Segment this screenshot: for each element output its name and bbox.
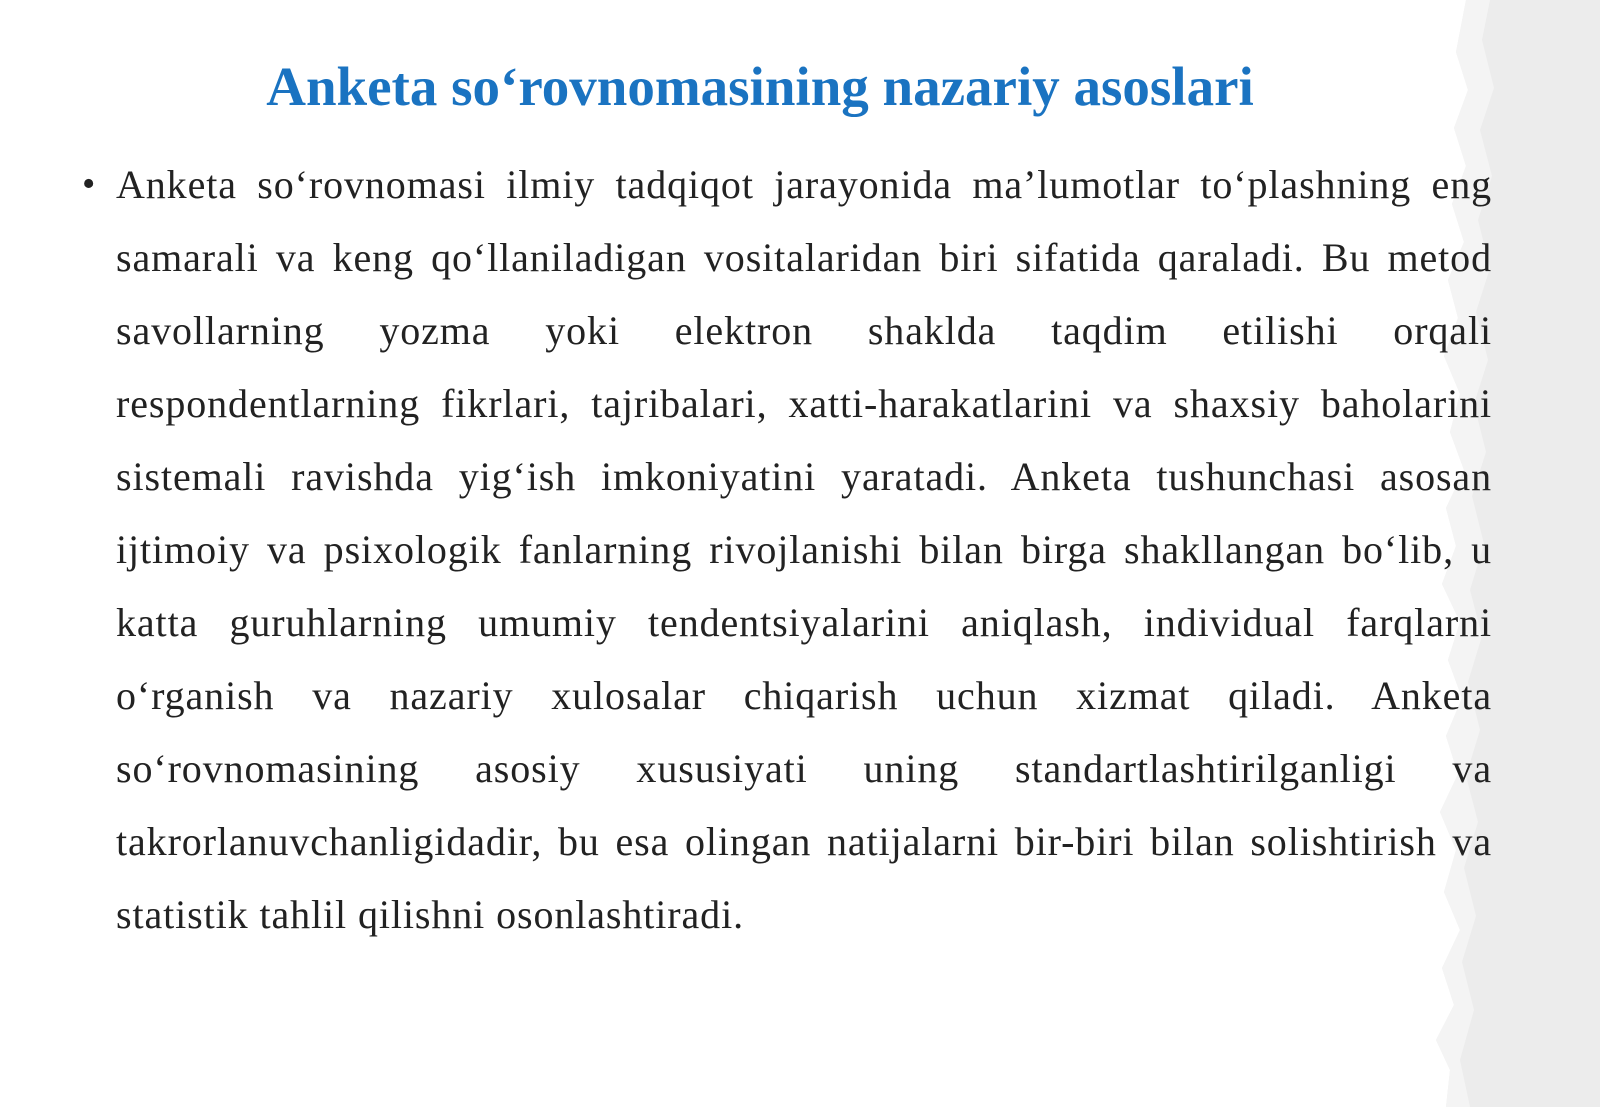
bullet-dot-icon: • [82,163,96,205]
bullet-list [82,148,1492,951]
bullet-text: Anketa so‘rovnomasi ilmiy tadqiqot jarayonida ma’lumotlar to‘plashning eng samarali va keng qo‘llaniladigan vositalaridan biri sifatida qaraladi. Bu metod savollarning yozma yoki elektron shaklda taqdim etilishi orqali respondentlarning fikrlari, tajribalari, xatti-harakatlarini va shaxsiy baholarini sistemali ravishda yig‘ish imkoniyatini yaratadi. Anketa tushunchasi asosan ijtimoiy va psixologik fanlarning rivojlanishi bilan birga shakllangan bo‘lib, u katta guruhlarning umumiy tendentsiyalarini aniqlash, individual farqlarni o‘rganish va nazariy xulosalar chiqarish uchun xizmat qiladi. Anketa so‘rovnomasining asosiy xususiyati uning standartlashtirilganligi va takrorlanuvchanligidadir, bu esa olingan natijalarni bir-biri bilan solishtirish va statistik tahlil qilishni osonlashtiradi. [116,162,1492,937]
bullet-item [82,148,1492,951]
slide-title: Anketa so‘rovnomasining nazariy asoslari [266,56,1254,117]
